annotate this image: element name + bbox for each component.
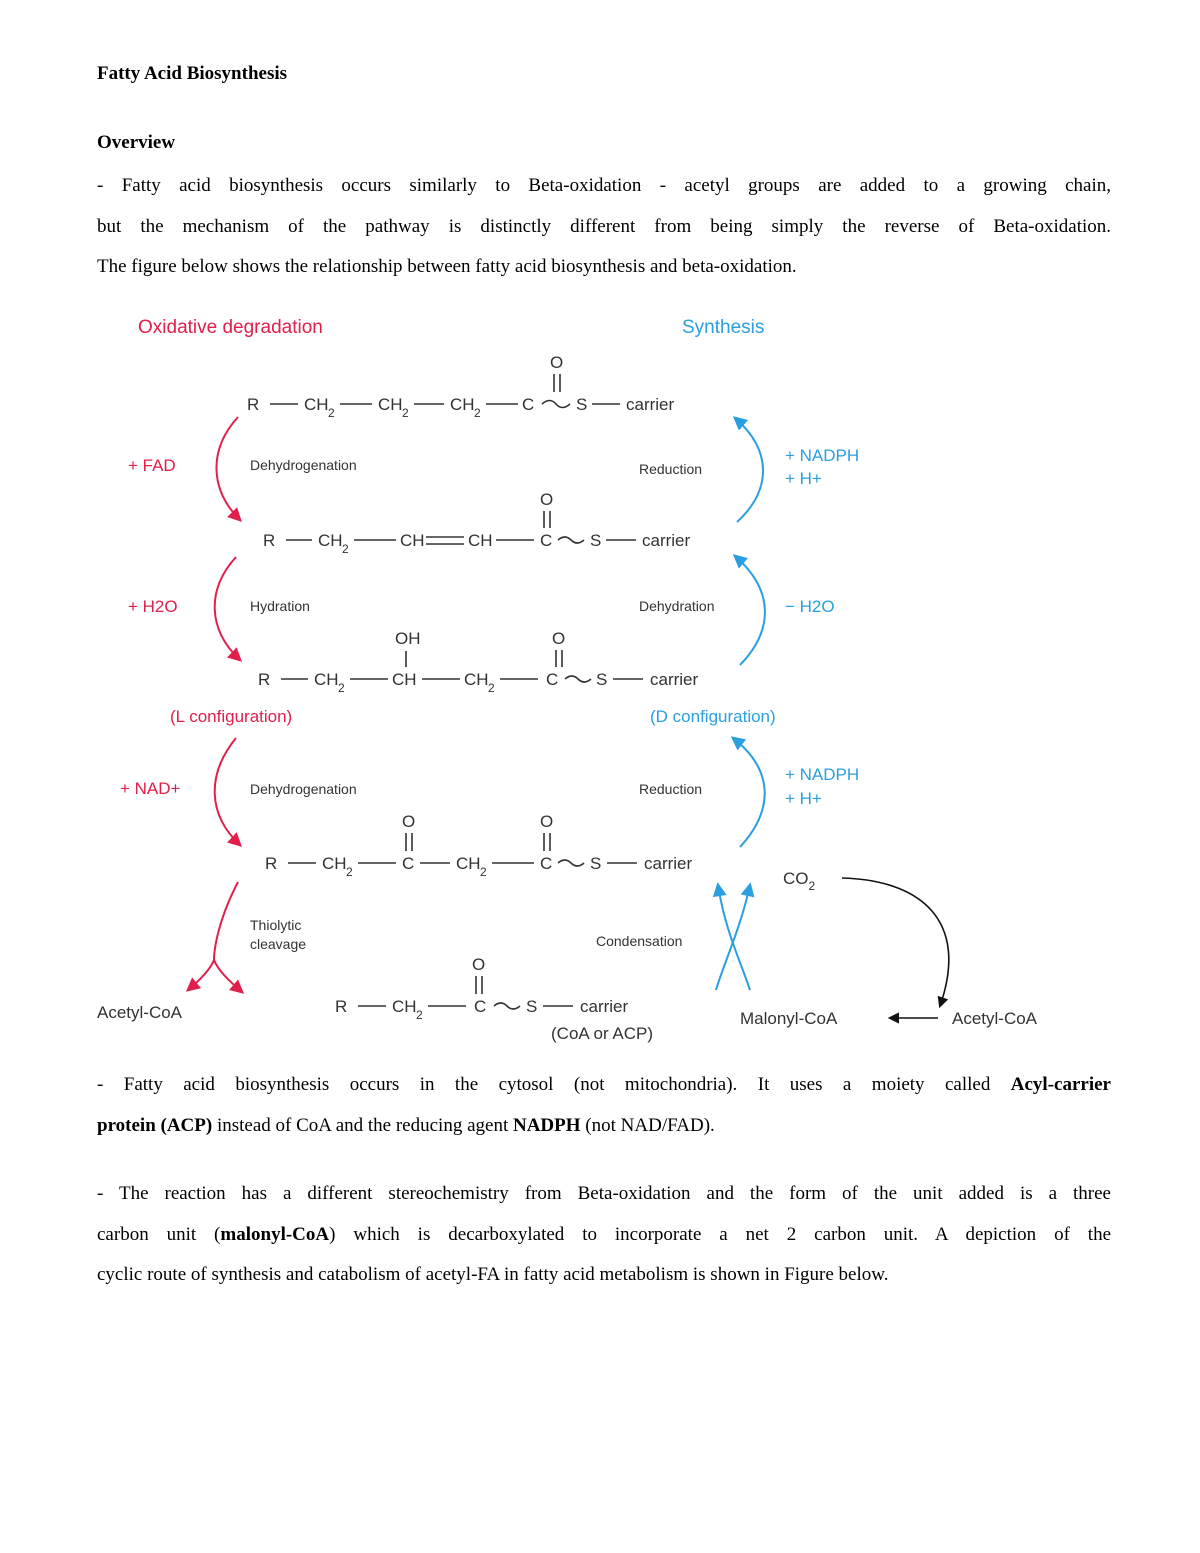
degradation-arrow-3 xyxy=(215,738,240,845)
paragraph-line: The figure below shows the relationship between fatty acid biosynthesis and beta-oxidation. xyxy=(97,256,797,277)
l-configuration-label: (L configuration) xyxy=(170,707,293,726)
reagent-nadph-2: + NADPH xyxy=(785,765,860,784)
molecule-row-4 xyxy=(265,812,693,879)
atom-s: S xyxy=(526,997,538,1016)
paragraph-line xyxy=(97,1106,1111,1147)
co2-label: $CO_2$ xyxy=(783,869,816,893)
malonyl-coa-label: Malonyl-CoA xyxy=(740,1009,838,1028)
atom-r: R xyxy=(258,670,271,689)
atom-c: C xyxy=(402,854,415,873)
step-thiolytic: Thiolytic xyxy=(250,917,302,933)
atom-s: S xyxy=(590,854,602,873)
reagent-nad-plus: + NAD+ xyxy=(120,779,181,798)
atom-ch2: CH xyxy=(322,854,347,873)
step-dehydration: Dehydration xyxy=(639,598,715,614)
atom-o: O xyxy=(540,812,554,831)
co2-arrow xyxy=(842,878,949,1006)
acetyl-coa-right: Acetyl-CoA xyxy=(952,1009,1038,1028)
text-run: - Fatty acid biosynthesis occurs in the cytosol (not mitochondria). It uses a moiety called xyxy=(97,1074,1011,1095)
cleavage-arrow-left xyxy=(188,960,214,990)
molecule-row-2 xyxy=(263,490,691,556)
document-title: Fatty Acid Biosynthesis xyxy=(97,63,288,84)
step-dehydrogenation-2: Dehydrogenation xyxy=(250,781,357,797)
atom-r: R xyxy=(265,854,278,873)
atom-ch2: CH xyxy=(304,395,329,414)
header-oxidative-degradation: Oxidative degradation xyxy=(138,317,323,338)
atom-s: S xyxy=(576,395,588,414)
cleavage-arrow-right xyxy=(214,960,242,992)
reagent-h2o: + H2O xyxy=(128,597,178,616)
reagent-minus-h2o: − H2O xyxy=(785,597,835,616)
step-cleavage: cleavage xyxy=(250,936,307,952)
atom-c: C xyxy=(474,997,487,1016)
subscript-2: 2 xyxy=(474,406,481,420)
bold-term-protein-acp: protein (ACP) xyxy=(97,1114,213,1136)
atom-o: O xyxy=(550,353,564,372)
synthesis-arrow-3 xyxy=(733,738,765,847)
atom-ch: CH xyxy=(468,531,493,550)
degradation-arrow-1 xyxy=(216,417,240,520)
reagent-h-plus-2: + H+ xyxy=(785,789,822,808)
molecule-row-3 xyxy=(258,629,699,695)
subscript-2: 2 xyxy=(338,681,345,695)
text-run: instead of CoA and the reducing agent xyxy=(212,1114,513,1136)
section-heading-overview: Overview xyxy=(97,132,176,153)
subscript-2: 2 xyxy=(488,681,495,695)
atom-c: C xyxy=(546,670,559,689)
paragraph-line: - The reaction has a different stereochemistry from Beta-oxidation and the form of the unit added is a three xyxy=(97,1183,1111,1204)
step-dehydrogenation-1: Dehydrogenation xyxy=(250,457,357,473)
subscript-2: 2 xyxy=(342,542,349,556)
atom-ch2: CH xyxy=(378,395,403,414)
paragraph-line: cyclic route of synthesis and catabolism of acetyl-FA in fatty acid metabolism is shown in Figure below. xyxy=(97,1264,889,1285)
degradation-arrow-2 xyxy=(215,557,240,660)
acetyl-coa-left: Acetyl-CoA xyxy=(97,1003,183,1022)
bold-term-acyl-carrier: Acyl-carrier xyxy=(1010,1074,1111,1095)
synthesis-arrow-1 xyxy=(735,418,763,522)
subscript-2: 2 xyxy=(346,865,353,879)
atom-ch2: CH xyxy=(392,997,417,1016)
carrier-label: carrier xyxy=(642,531,691,550)
step-hydration: Hydration xyxy=(250,598,310,614)
atom-oh: OH xyxy=(395,629,421,648)
bold-term-nadph: NADPH xyxy=(512,1114,581,1136)
atom-r: R xyxy=(263,531,276,550)
synthesis-arrow-2 xyxy=(735,556,765,665)
text-run: ) which is decarboxylated to incorporate a net 2 carbon unit. A depiction of the xyxy=(329,1223,1112,1245)
carrier-label: carrier xyxy=(626,395,675,414)
text-run: (not NAD/FAD). xyxy=(580,1114,715,1136)
atom-ch2: CH xyxy=(464,670,489,689)
molecule-row-5 xyxy=(335,955,629,1022)
paragraph-acp xyxy=(97,1065,1111,1146)
atom-r: R xyxy=(335,997,348,1016)
atom-o: O xyxy=(402,812,416,831)
step-reduction-2: Reduction xyxy=(639,781,703,797)
d-configuration-label: (D configuration) xyxy=(650,707,776,726)
paragraph-line: but the mechanism of the pathway is distinctly different from being simply the reverse of Beta-oxidation. xyxy=(97,215,1111,237)
carrier-label: carrier xyxy=(580,997,629,1016)
bold-term-malonyl-coa: malonyl-CoA xyxy=(220,1223,330,1245)
atom-ch2: CH xyxy=(450,395,475,414)
subscript-2: 2 xyxy=(328,406,335,420)
atom-ch: CH xyxy=(392,670,417,689)
atom-o: O xyxy=(472,955,486,974)
subscript-2: 2 xyxy=(402,406,409,420)
header-synthesis: Synthesis xyxy=(682,317,765,338)
paragraph-stereochemistry xyxy=(97,1174,1111,1296)
carrier-label: carrier xyxy=(644,854,693,873)
reagent-h-plus-1: + H+ xyxy=(785,469,822,488)
paragraph-line xyxy=(97,1065,1111,1106)
paragraph-overview xyxy=(97,166,1111,288)
subscript-2: 2 xyxy=(416,1008,423,1022)
coa-or-acp-label: (CoA or ACP) xyxy=(551,1024,654,1043)
pathway-svg xyxy=(90,300,1090,1060)
atom-o: O xyxy=(540,490,554,509)
atom-c: C xyxy=(522,395,535,414)
atom-c: C xyxy=(540,531,553,550)
atom-r: R xyxy=(247,395,260,414)
atom-o: O xyxy=(552,629,566,648)
atom-ch: CH xyxy=(400,531,425,550)
atom-ch2: CH xyxy=(314,670,339,689)
atom-ch2: CH xyxy=(456,854,481,873)
carrier-label: carrier xyxy=(650,670,699,689)
step-reduction-1: Reduction xyxy=(639,461,703,477)
atom-s: S xyxy=(590,531,602,550)
fatty-acid-pathway-diagram xyxy=(90,300,1090,1060)
atom-ch2: CH xyxy=(318,531,343,550)
text-run: carbon unit ( xyxy=(97,1223,221,1245)
reagent-nadph-1: + NADPH xyxy=(785,446,860,465)
step-condensation: Condensation xyxy=(596,933,683,949)
atom-s: S xyxy=(596,670,608,689)
subscript-2: 2 xyxy=(480,865,487,879)
cleavage-stem xyxy=(214,882,238,960)
paragraph-line xyxy=(97,1215,1111,1256)
molecule-row-1 xyxy=(247,353,675,420)
paragraph-line: - Fatty acid biosynthesis occurs similarly to Beta-oxidation - acetyl groups are added to a growing chain, xyxy=(97,175,1111,196)
reagent-fad: + FAD xyxy=(128,456,176,475)
atom-c: C xyxy=(540,854,553,873)
